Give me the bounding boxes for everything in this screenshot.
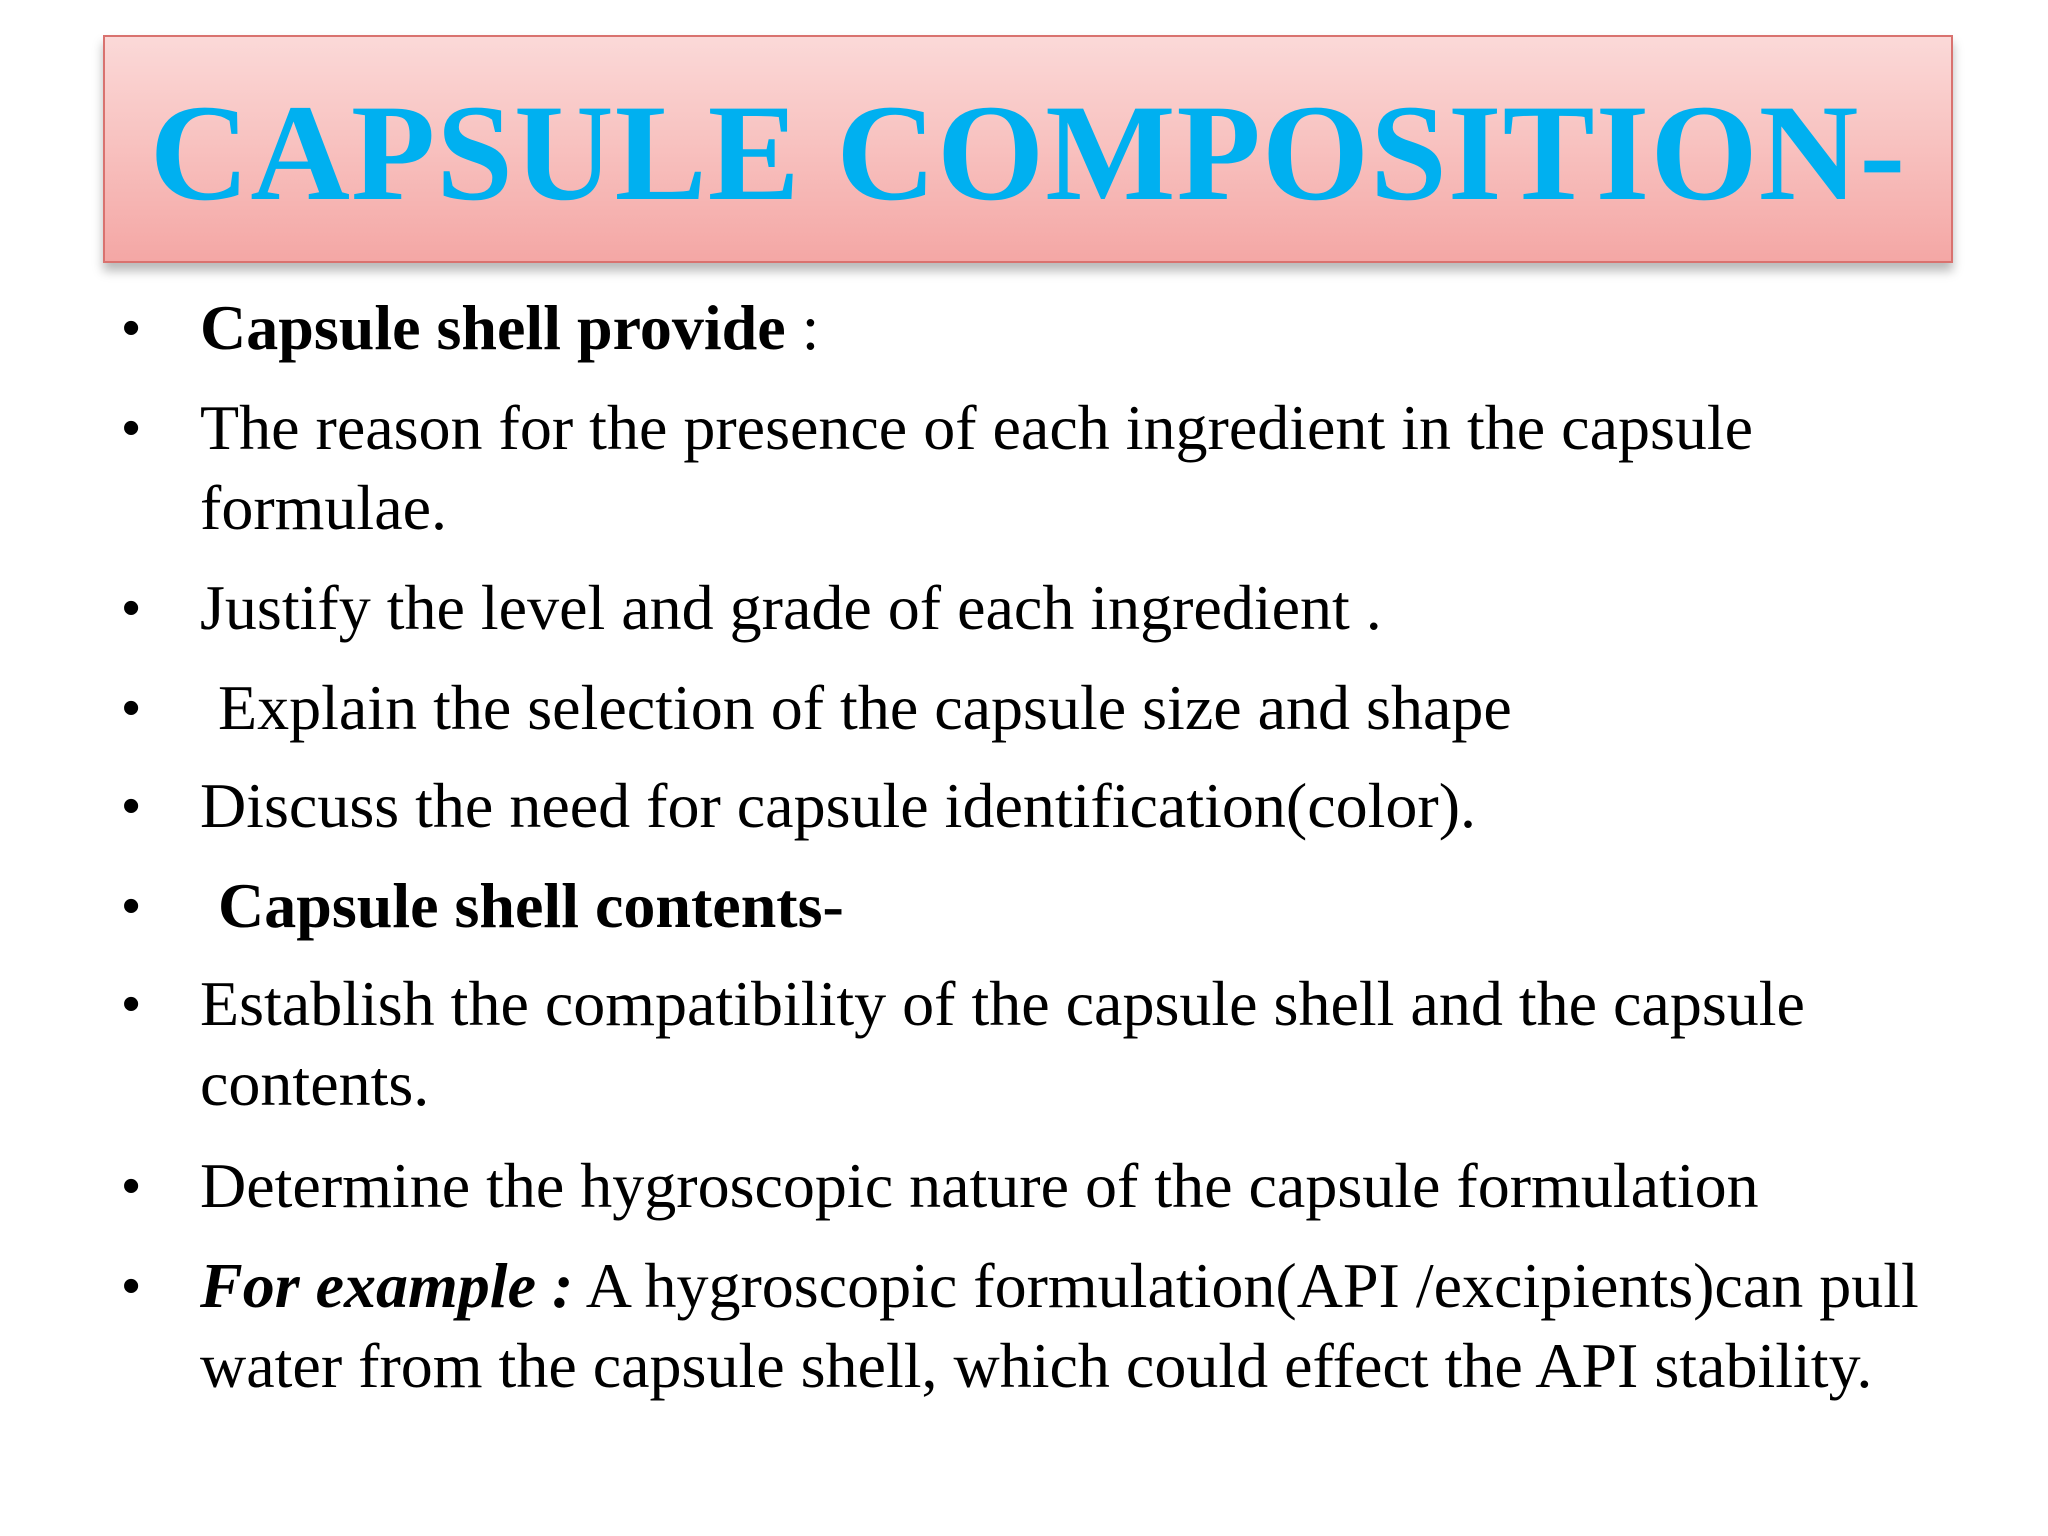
bullet-icon: • [122, 679, 141, 737]
bullet-text: A hygroscopic formulation(API /excipients)can pull water from the capsule shell, which could effect the API stability. [200, 1250, 1919, 1401]
bullet-item-7 [122, 964, 1960, 1124]
bullet-icon: • [122, 579, 141, 637]
slide-title: CAPSULE COMPOSITION- [149, 76, 1907, 229]
bullet-icon: • [122, 299, 141, 357]
bullet-text: Establish the compatibility of the capsule shell and the capsule contents. [200, 968, 1805, 1119]
bullet-item-4 [122, 668, 1960, 748]
bullet-example-label: For example : [200, 1250, 574, 1321]
bullet-item-9 [122, 1246, 1960, 1406]
bullet-item-6 [122, 866, 1960, 946]
bullet-icon: • [122, 1157, 141, 1215]
bullet-text: Discuss the need for capsule identification(color). [200, 770, 1476, 841]
bullet-text: Explain the selection of the capsule size and shape [218, 672, 1512, 743]
bullet-item-2 [122, 388, 1960, 548]
bullet-icon: • [122, 1257, 141, 1315]
bullet-heading: Capsule shell provide [200, 292, 786, 363]
bullet-icon: • [122, 777, 141, 835]
bullet-heading: Capsule shell contents- [218, 870, 844, 941]
bullet-text: : [785, 292, 820, 363]
bullet-icon: • [122, 399, 141, 457]
bullet-item-1 [122, 288, 1960, 368]
bullet-text: The reason for the presence of each ingredient in the capsule formulae. [200, 392, 1754, 543]
bullet-text: Justify the level and grade of each ingredient . [200, 572, 1382, 643]
bullet-item-5 [122, 766, 1960, 846]
bullet-icon: • [122, 877, 141, 935]
bullet-text: Determine the hygroscopic nature of the capsule formulation [200, 1150, 1759, 1221]
bullet-item-8 [122, 1146, 1960, 1226]
bullet-item-3 [122, 568, 1960, 648]
bullet-icon: • [122, 975, 141, 1033]
